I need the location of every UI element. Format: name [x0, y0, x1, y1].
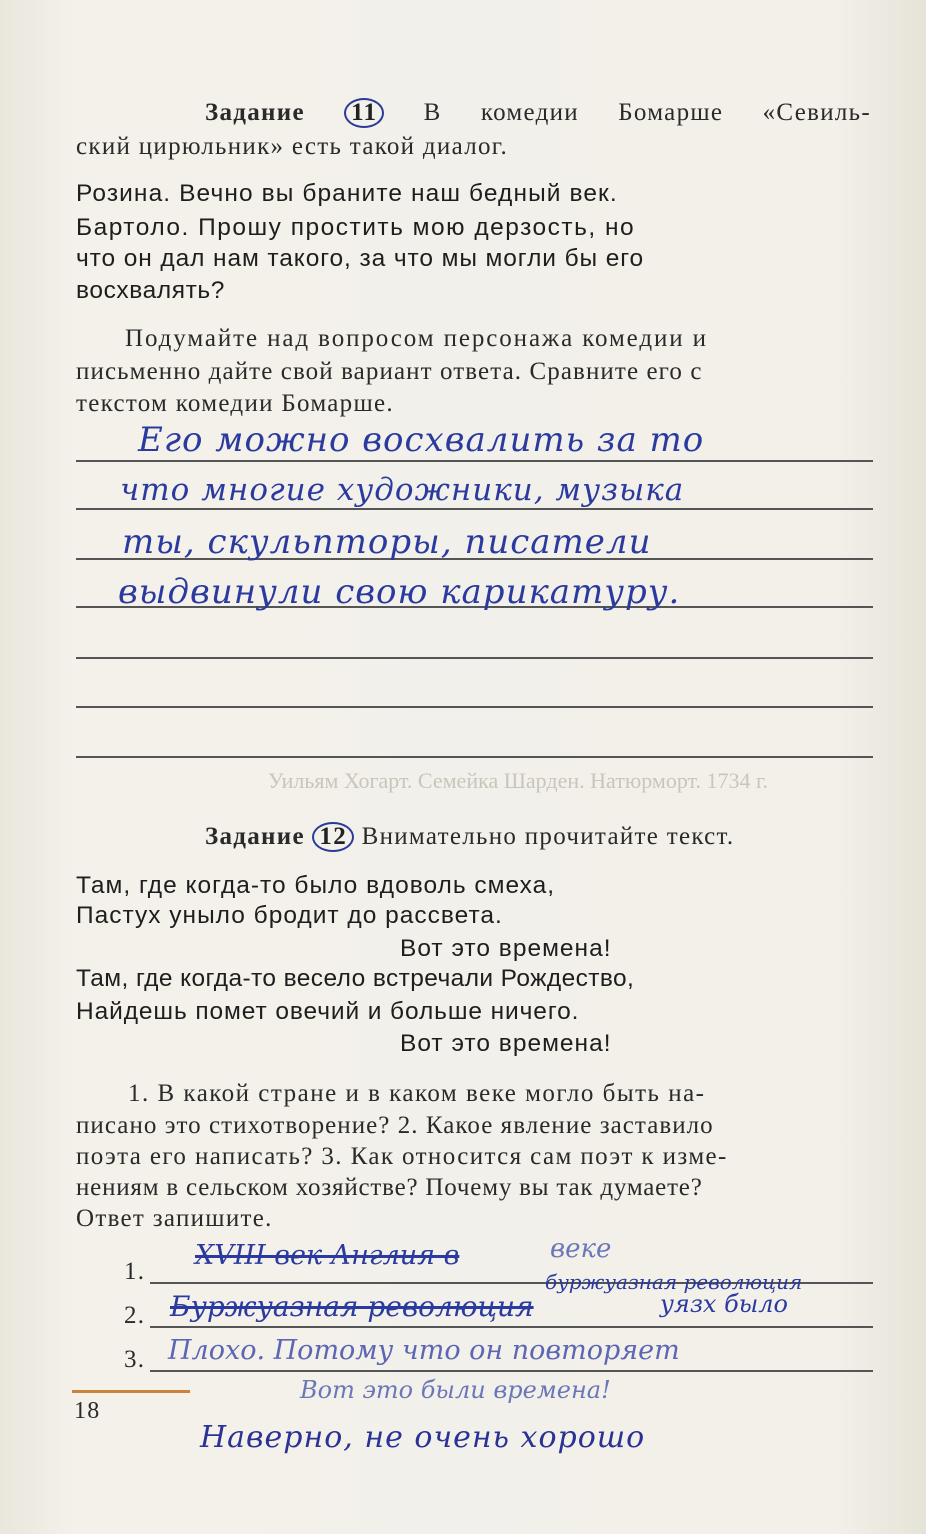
handwritten-a3: Плохо. Потому что он повторяет — [168, 1335, 680, 1366]
answer-line — [76, 508, 873, 510]
task11-question-line2: письменно дайте свой вариант ответа. Сравните его с — [76, 358, 703, 385]
task12-question-line2: писано это стихотворение? 2. Какое явление заставило — [76, 1112, 714, 1139]
task11-dialog-line3: что он дал нам такого, за что мы могли бы его — [76, 245, 645, 272]
task12-intro — [205, 822, 734, 852]
task11-label: Задание — [205, 99, 305, 126]
answer-line — [76, 657, 873, 659]
poem-line4: Там, где когда-то весело встречали Рождество, — [76, 965, 635, 992]
poem-line5: Найдешь помет овечий и больше ничего. — [76, 998, 580, 1025]
task11-number: 11 — [344, 98, 384, 128]
page-number: 18 — [74, 1398, 101, 1424]
answer-line — [76, 756, 873, 758]
answer-number-3: 3. — [124, 1346, 146, 1373]
handwritten-answer-line3: ты, скульпторы, писатели — [122, 522, 652, 562]
footer-rule — [72, 1390, 190, 1393]
answer-line — [150, 1370, 873, 1372]
handwritten-answer-line1: Его можно восхвалить за то — [138, 420, 705, 460]
handwritten-a4: Наверно, не очень хорошо — [200, 1420, 646, 1455]
handwritten-a1: XVIII век Англия в — [195, 1240, 460, 1271]
task12-question-line5: Ответ запишите. — [76, 1205, 273, 1232]
poem-line2: Пастух уныло бродит до рассвета. — [76, 902, 503, 929]
task11-question-line1: Подумайте над вопросом персонажа комедии и — [125, 325, 708, 352]
handwritten-answer-line2: что многие художники, музыка — [120, 472, 685, 508]
poem-line6: Вот это времена! — [400, 1030, 612, 1057]
task12-intro-text: Внимательно прочитайте текст. — [361, 823, 735, 850]
background-caption: Уильям Хогарт. Семейка Шарден. Натюрморт. 1734 г. — [268, 768, 769, 793]
handwritten-a2-over: буржуазная революция — [545, 1270, 803, 1294]
handwritten-answer-line4: выдвинули свою карикатуру. — [118, 572, 681, 612]
poem-line3: Вот это времена! — [400, 935, 612, 962]
answer-number-1: 1. — [124, 1258, 146, 1285]
task12-number: 12 — [312, 822, 354, 852]
answer-line — [76, 460, 873, 462]
task11-intro — [205, 98, 871, 128]
handwritten-a3b: Вот это были времена! — [300, 1376, 611, 1404]
answer-number-2: 2. — [124, 1302, 146, 1329]
task11-dialog-line1: Розина. Вечно вы браните наш бедный век. — [76, 180, 618, 207]
task11-dialog-line2: Бартоло. Прошу простить мою дерзость, но — [76, 214, 636, 241]
poem-line1: Там, где когда-то было вдоволь смеха, — [76, 872, 556, 899]
handwritten-a2b: уязх было — [660, 1290, 788, 1318]
task11-dialog-line4: восхвалять? — [76, 277, 226, 304]
task11-intro-line2: ский цирюльник» есть такой диалог. — [76, 133, 509, 160]
answer-line — [76, 706, 873, 708]
task12-question-line3: поэта его написать? 3. Как относится сам поэт к изме- — [76, 1143, 728, 1170]
task11-question-line3: текстом комедии Бомарше. — [76, 390, 394, 417]
handwritten-a2: Буржуазная революция — [170, 1290, 534, 1323]
task12-question-line1: 1. В какой стране и в каком веке могло быть на- — [128, 1080, 706, 1107]
task11-intro-line1: В комедии Бомарше «Севиль- — [423, 99, 871, 126]
answer-line — [150, 1326, 873, 1328]
task12-question-line4: нениям в сельском хозяйстве? Почему вы так думаете? — [76, 1174, 703, 1201]
task12-label: Задание — [205, 823, 305, 850]
handwritten-a1b: веке — [550, 1234, 612, 1264]
